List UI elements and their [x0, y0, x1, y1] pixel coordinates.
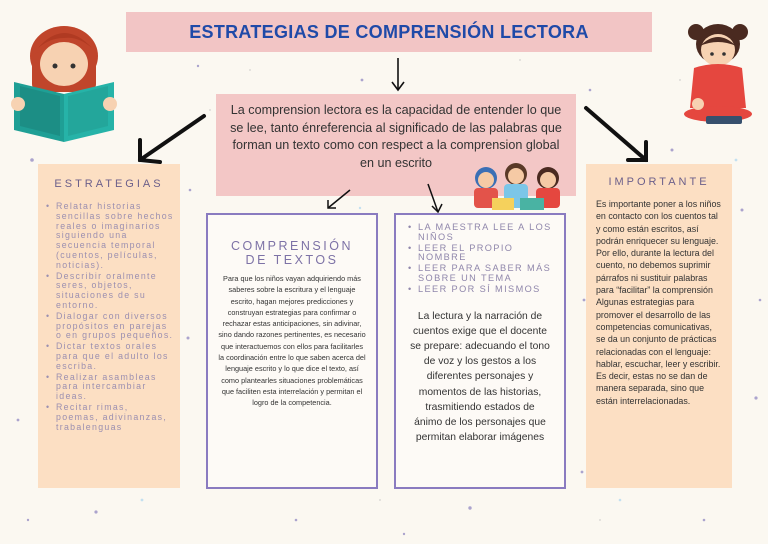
list-item: • Relatar historias sencillas sobre hechos reales o imaginarios siguiendo una secuencia temporal (cuentos, películas, noticias). — [44, 202, 174, 271]
importante-card — [586, 164, 732, 488]
lectura-list — [396, 215, 564, 295]
list-item: • Describir oralmente seres, objetos, situaciones de su entorno. — [44, 272, 174, 311]
lectura-box — [394, 213, 566, 489]
importante-text: Es importante poner a los niños en contacto con los cuentos tal y como están escritos, así podrán enriquecer su lenguaje. Por ello, durante la lectura del cuento, no debemos suprimir párrafos ni sustituir palabras para “facilitar” la comprensión Algunas estrategias para promover el desarrollo de las competencias comunicativas, se da un conjunto de prácticas relacionadas con el lenguaje: hablar, escuchar, leer y escribir. Es decir, estas no se dan de manera separada, sino que están interrelacionadas. — [596, 199, 721, 406]
comprension-text: Para que los niños vayan adquiriendo más saberes sobre la escritura y el lenguaje escrito, hagan mejores predicciones y construyan estrategias para confirmar o rechazar estas anticipaciones, sin adivinar, sino dando razones pertinentes, es necesario que interactuemos con ellos para facilitarles la coordinación entre lo que saben acerca del lenguaje escrito y lo que dice el texto, así como plantearles situaciones problemáticas que faciliten esta interrelación y permitan el logro de la competencia. — [218, 274, 366, 408]
list-item: • LEER PARA SABER MÁS SOBRE UN TEMA — [406, 264, 556, 284]
list-item: • Realizar asambleas para intercambiar ideas. — [44, 373, 174, 402]
estrategias-title: ESTRATEGIAS — [54, 178, 164, 190]
list-item: • Recitar rimas, poemas, adivinanzas, trabalenguas — [44, 403, 174, 432]
girl-reading-illustration — [8, 12, 120, 148]
list-item: • Dictar textos orales para que el adulto los escriba. — [44, 342, 174, 371]
title-banner — [126, 12, 652, 52]
comprension-title: COMPRENSIÓN DE TEXTOS — [231, 239, 353, 267]
lectura-text: La lectura y la narración de cuentos exige que el docente se prepare: adecuando el tono de voz y los gestos a los diferentes personajes y momentos de las historias, trasmitiendo estados de ánimo de los personajes que permitan elaborar imágenes — [410, 310, 550, 444]
comprension-box — [206, 213, 378, 489]
list-item: • LEER POR SÍ MISMOS — [406, 285, 556, 295]
importante-title: IMPORTANTE — [608, 176, 710, 188]
estrategias-list — [38, 202, 180, 432]
girl-writing-illustration — [672, 18, 762, 130]
list-item: • LEER EL PROPIO NOMBRE — [406, 244, 556, 264]
definition-text: La comprension lectora es la capacidad de entender lo que se lee, tanto énreferencia al significado de las palabras que forman un texto como con respect a la comprension global en un escrito — [230, 103, 562, 170]
estrategias-card — [38, 164, 180, 488]
list-item: • Dialogar con diversos propósitos en parejas o en grupos pequeños. — [44, 312, 174, 341]
list-item: • LA MAESTRA LEE A LOS NIÑOS — [406, 223, 556, 243]
page-title: ESTRATEGIAS DE COMPRENSIÓN LECTORA — [189, 21, 589, 42]
kids-reading-illustration — [464, 160, 568, 214]
